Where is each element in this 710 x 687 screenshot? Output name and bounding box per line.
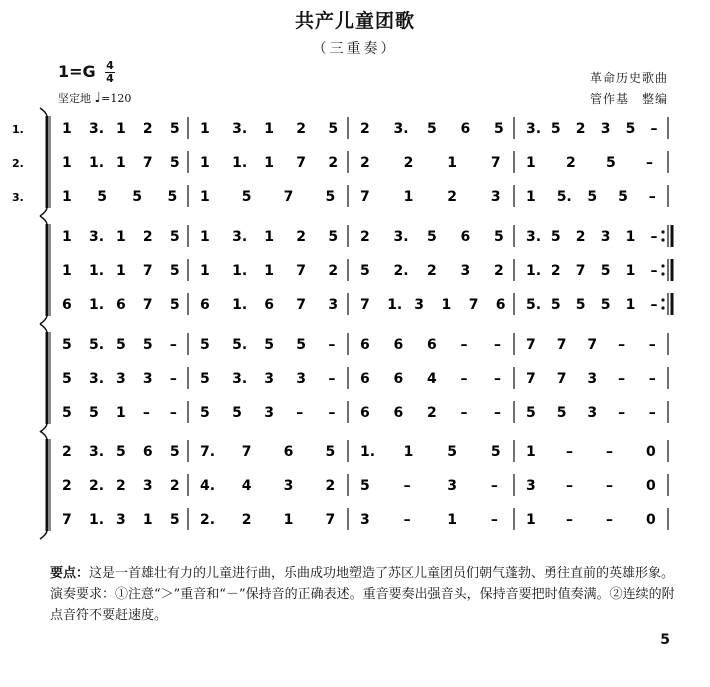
score-note: 2 (325, 478, 336, 494)
notes-label: 要点： (50, 566, 90, 581)
score-note: 6 (360, 371, 370, 387)
sustain-dash: – (566, 512, 573, 528)
score-note: 3 (296, 371, 307, 387)
score-note: 5 (116, 444, 126, 460)
notes-text: 这是一首雄壮有力的儿童进行曲，乐曲成功地塑造了苏区儿童团员们朝气蓬勃、勇往直前的英雄形象。演奏要求：①注意“＞”重音和“－”保持音的正确表述。重音要奏出强音头，保持音要把时值奏满。②连续的附点音符不要赶速度。 (50, 566, 675, 623)
score-note: 2 (328, 263, 339, 279)
score-note: 5 (62, 405, 72, 421)
repeat-dot (661, 306, 664, 309)
score-note: 6 (427, 337, 437, 353)
score-note: 7 (360, 189, 370, 205)
score-note: 2 (296, 121, 307, 137)
bracket-hook-bottom (40, 424, 47, 432)
score-note: 1 (116, 155, 126, 171)
score-note: 5 (618, 189, 628, 205)
score-note: 1 (625, 263, 636, 279)
score-note: 2 (360, 229, 370, 245)
score-note: 7 (62, 512, 72, 528)
score-note: 1 (526, 512, 536, 528)
score-note: 3 (587, 405, 598, 421)
score-note: 6 (116, 297, 126, 313)
source-genre: 革命历史歌曲 (589, 71, 668, 85)
score-note: 0 (646, 444, 656, 460)
score-note: 1 (625, 229, 636, 245)
score-note: 5 (490, 444, 501, 460)
score-note: 1 (264, 229, 274, 245)
sustain-dash: – (403, 512, 411, 528)
piece-subtitle: （三重奏） (312, 41, 398, 57)
score-note: 1. (89, 263, 105, 279)
score-note: 2 (575, 121, 586, 137)
score-note: 5 (296, 337, 307, 353)
tempo-text: 坚定地 (58, 92, 91, 105)
score-note: 3 (600, 121, 611, 137)
score-note: 6 (200, 297, 210, 313)
score-note: 1 (116, 263, 126, 279)
score-note: 1 (62, 189, 72, 205)
score-note: 1 (526, 444, 536, 460)
score-note: 5 (169, 297, 180, 313)
sustain-dash: – (650, 297, 658, 313)
score-note: 1 (447, 155, 458, 171)
sustain-dash: – (650, 121, 658, 137)
score-note: 2 (427, 263, 437, 279)
score-note: 3 (328, 297, 339, 313)
score-note: 5 (142, 337, 153, 353)
score-note: 1. (232, 155, 248, 171)
score-note: 5 (556, 405, 567, 421)
score-note: 1 (62, 263, 72, 279)
score-note: 0 (646, 478, 656, 494)
score-note: 1 (200, 155, 210, 171)
score-note: 7 (526, 371, 536, 387)
score-note: 5 (427, 229, 437, 245)
score-note: 2 (566, 155, 576, 171)
score-note: 6 (393, 405, 404, 421)
score-note: 7 (283, 189, 294, 205)
score-note: 5 (494, 121, 504, 137)
sustain-dash: – (618, 371, 626, 387)
score-note: 2 (403, 155, 414, 171)
score-note: 5 (325, 444, 336, 460)
score-note: 5 (169, 263, 180, 279)
score-note: 5 (200, 371, 210, 387)
score-note: 7 (556, 371, 567, 387)
score-note: 1 (526, 189, 536, 205)
score-note: 3. (89, 229, 105, 245)
score-note: 1 (447, 512, 458, 528)
bracket-hook-top (40, 108, 47, 116)
score-note: 2 (62, 444, 72, 460)
score-note: 6 (360, 337, 370, 353)
score-note: 5 (116, 337, 126, 353)
score-note: 3. (232, 229, 248, 245)
score-note: 5 (550, 297, 561, 313)
score-note: 1 (116, 121, 126, 137)
score-note: 2 (169, 478, 180, 494)
score-note: 3. (89, 444, 105, 460)
score-note: 5 (325, 189, 336, 205)
sustain-dash: – (648, 371, 656, 387)
sustain-dash: – (618, 405, 626, 421)
score-note: 5 (328, 121, 339, 137)
score-note: 5 (494, 229, 504, 245)
score-note: 5 (232, 405, 242, 421)
score-note: 1 (62, 229, 72, 245)
score-note: 5 (169, 229, 180, 245)
bracket-hook-top (40, 324, 47, 332)
score-note: 1 (264, 121, 274, 137)
piece-title: 共产儿童团歌 (294, 10, 415, 32)
tempo-bpm: =120 (101, 92, 132, 105)
score-note: 1 (403, 444, 414, 460)
score-note: 5 (132, 189, 143, 205)
score-note: 1 (200, 263, 210, 279)
quarter-note-icon: ♩ (94, 90, 102, 106)
repeat-dot (661, 238, 664, 241)
score-note: 5 (606, 155, 616, 171)
sustain-dash: – (606, 478, 613, 494)
score-note: 1 (441, 297, 452, 313)
score-note: 3. (393, 229, 409, 245)
score-note: 5. (556, 189, 572, 205)
score-note: 2. (393, 263, 409, 279)
score-note: 5 (360, 263, 370, 279)
score-note: 5. (232, 337, 248, 353)
sustain-dash: – (494, 405, 501, 421)
score-note: 5 (328, 229, 339, 245)
score-note: 6 (495, 297, 506, 313)
score-note: 7 (468, 297, 479, 313)
score-note: 5 (97, 189, 107, 205)
score-note: 2. (200, 512, 216, 528)
score-note: 3 (283, 478, 294, 494)
score-note: 3 (587, 371, 598, 387)
score-note: 7 (296, 263, 307, 279)
score-note: 1. (89, 297, 105, 313)
score-note: 5 (241, 189, 252, 205)
score-note: 2 (142, 121, 153, 137)
score-note: 1 (116, 229, 126, 245)
bracket-hook-top (40, 216, 47, 224)
score-note: 1 (625, 297, 636, 313)
score-note: 5 (200, 405, 210, 421)
score-note: 7 (490, 155, 501, 171)
score-note: 7 (142, 297, 153, 313)
score-note: 5 (447, 444, 458, 460)
score-note: 2 (360, 155, 370, 171)
score-note: 5. (526, 297, 542, 313)
score-note: 5 (167, 189, 178, 205)
score-note: 3. (89, 121, 105, 137)
score-note: 2 (447, 189, 458, 205)
sustain-dash: – (490, 478, 498, 494)
score-note: 7 (296, 155, 307, 171)
bracket-hook-bottom (40, 316, 47, 324)
sustain-dash: – (566, 478, 573, 494)
score-note: 5 (550, 229, 561, 245)
score-note: 6 (283, 444, 294, 460)
score-note: 5 (169, 121, 180, 137)
sustain-dash: – (618, 337, 626, 353)
repeat-dot (661, 230, 664, 233)
source-arranger: 管作基 整编 (589, 92, 668, 106)
score-note: 2 (241, 512, 252, 528)
sustain-dash: – (169, 337, 177, 353)
repeat-dot (661, 264, 664, 267)
score-note: 3 (142, 478, 153, 494)
sustain-dash: – (494, 371, 501, 387)
score-note: 3 (490, 189, 501, 205)
score-note: 6 (460, 121, 471, 137)
sustain-dash: – (606, 444, 613, 460)
score-note: 3 (360, 512, 370, 528)
score-note: 0 (646, 512, 656, 528)
score-note: 2 (360, 121, 370, 137)
part-number: 3. (12, 191, 24, 204)
score-note: 3. (89, 371, 105, 387)
score-note: 4 (241, 478, 252, 494)
score-note: 2 (575, 229, 586, 245)
sustain-dash: – (494, 337, 501, 353)
score-note: 1. (232, 297, 248, 313)
score-note: 5 (427, 121, 437, 137)
score-note: 3 (116, 371, 126, 387)
score-note: 1 (264, 155, 274, 171)
score-note: 2 (494, 263, 504, 279)
sustain-dash: – (648, 405, 656, 421)
score-note: 1. (89, 512, 105, 528)
sustain-dash: – (648, 337, 656, 353)
part-number: 2. (12, 157, 24, 170)
score-note: 6 (393, 337, 404, 353)
score-note: 1 (62, 155, 72, 171)
sustain-dash: – (490, 512, 498, 528)
bracket-hook-bottom (40, 208, 47, 216)
score-note: 5 (169, 444, 180, 460)
score-note: 2 (142, 229, 153, 245)
score-note: 3 (460, 263, 471, 279)
score-note: 3 (116, 512, 126, 528)
score-note: 7 (587, 337, 598, 353)
score-note: 1 (403, 189, 414, 205)
score-note: 3 (264, 405, 274, 421)
sustain-dash: – (142, 405, 150, 421)
key-signature: 1=G (58, 62, 96, 81)
score-note: 4 (427, 371, 437, 387)
bracket-hook-top (40, 431, 47, 439)
score-note: 1 (283, 512, 294, 528)
bracket-hook-bottom (40, 531, 47, 539)
score-note: 2 (116, 478, 126, 494)
score-note: 1. (89, 155, 105, 171)
score-note: 1. (526, 263, 542, 279)
score-note: 7 (142, 263, 153, 279)
score-note: 5 (600, 297, 611, 313)
score-note: 7 (325, 512, 336, 528)
sustain-dash: – (650, 263, 658, 279)
score-note: 6 (264, 297, 274, 313)
sustain-dash: – (460, 337, 468, 353)
score-note: 3 (414, 297, 425, 313)
page-number: 5 (660, 632, 670, 648)
score-note: 2 (296, 229, 307, 245)
score-note: 6 (360, 405, 370, 421)
sustain-dash: – (296, 405, 304, 421)
sustain-dash: – (650, 229, 658, 245)
score-note: 2 (62, 478, 72, 494)
score-note: 7 (142, 155, 153, 171)
time-sig-top: 4 (106, 59, 114, 72)
score-note: 7 (360, 297, 370, 313)
score-note: 3. (526, 121, 542, 137)
score-note: 3. (526, 229, 542, 245)
score-note: 5 (169, 512, 180, 528)
score-note: 1 (116, 405, 126, 421)
sustain-dash: – (648, 189, 656, 205)
sustain-dash: – (328, 337, 336, 353)
sustain-dash: – (328, 371, 336, 387)
score-note: 5 (600, 263, 611, 279)
score-note: 5 (89, 405, 99, 421)
score-note: 5 (200, 337, 210, 353)
score-note: 5 (587, 189, 598, 205)
sustain-dash: – (460, 405, 468, 421)
score-note: 1 (142, 512, 153, 528)
sustain-dash: – (169, 371, 177, 387)
sustain-dash: – (328, 405, 336, 421)
sustain-dash: – (646, 155, 653, 171)
score-note: 2 (550, 263, 561, 279)
score-note: 1 (200, 189, 210, 205)
score-note: 4. (200, 478, 216, 494)
score-note: 1 (264, 263, 274, 279)
score-note: 1. (387, 297, 403, 313)
score-note: 5 (550, 121, 561, 137)
score-note: 3 (264, 371, 274, 387)
score-note: 7 (575, 263, 586, 279)
repeat-dot (661, 298, 664, 301)
score-note: 3 (600, 229, 611, 245)
score-note: 6 (393, 371, 404, 387)
time-sig-bottom: 4 (106, 72, 114, 85)
sustain-dash: – (403, 478, 411, 494)
sustain-dash: – (606, 512, 613, 528)
score-note: 7 (241, 444, 252, 460)
score-note: 7 (556, 337, 567, 353)
score-note: 7 (296, 297, 307, 313)
score-note: 5 (169, 155, 180, 171)
score-note: 3. (393, 121, 409, 137)
score-note: 5 (526, 405, 536, 421)
score-note: 7 (526, 337, 536, 353)
sustain-dash: – (566, 444, 573, 460)
score-note: 3 (447, 478, 458, 494)
score-note: 5 (575, 297, 586, 313)
score-note: 1 (62, 121, 72, 137)
score-note: 2 (427, 405, 437, 421)
score-note: 5 (625, 121, 636, 137)
score-note: 1. (360, 444, 376, 460)
score-note: 1 (200, 229, 210, 245)
score-note: 5 (360, 478, 370, 494)
score-note: 5. (89, 337, 105, 353)
score-note: 5 (62, 337, 72, 353)
score-note: 3. (232, 371, 248, 387)
score-note: 7. (200, 444, 216, 460)
repeat-dot (661, 272, 664, 275)
score-note: 1. (232, 263, 248, 279)
score-note: 6 (142, 444, 153, 460)
score-note: 2 (328, 155, 339, 171)
score-note: 3 (526, 478, 536, 494)
score-note: 5 (264, 337, 274, 353)
score-note: 2. (89, 478, 105, 494)
score-note: 3. (232, 121, 248, 137)
score-note: 1 (200, 121, 210, 137)
score-note: 6 (62, 297, 72, 313)
score-note: 3 (142, 371, 153, 387)
sustain-dash: – (169, 405, 177, 421)
score-note: 6 (460, 229, 471, 245)
score-note: 5 (62, 371, 72, 387)
score-note: 1 (526, 155, 536, 171)
sustain-dash: – (460, 371, 468, 387)
part-number: 1. (12, 123, 24, 136)
performance-notes (50, 563, 680, 626)
